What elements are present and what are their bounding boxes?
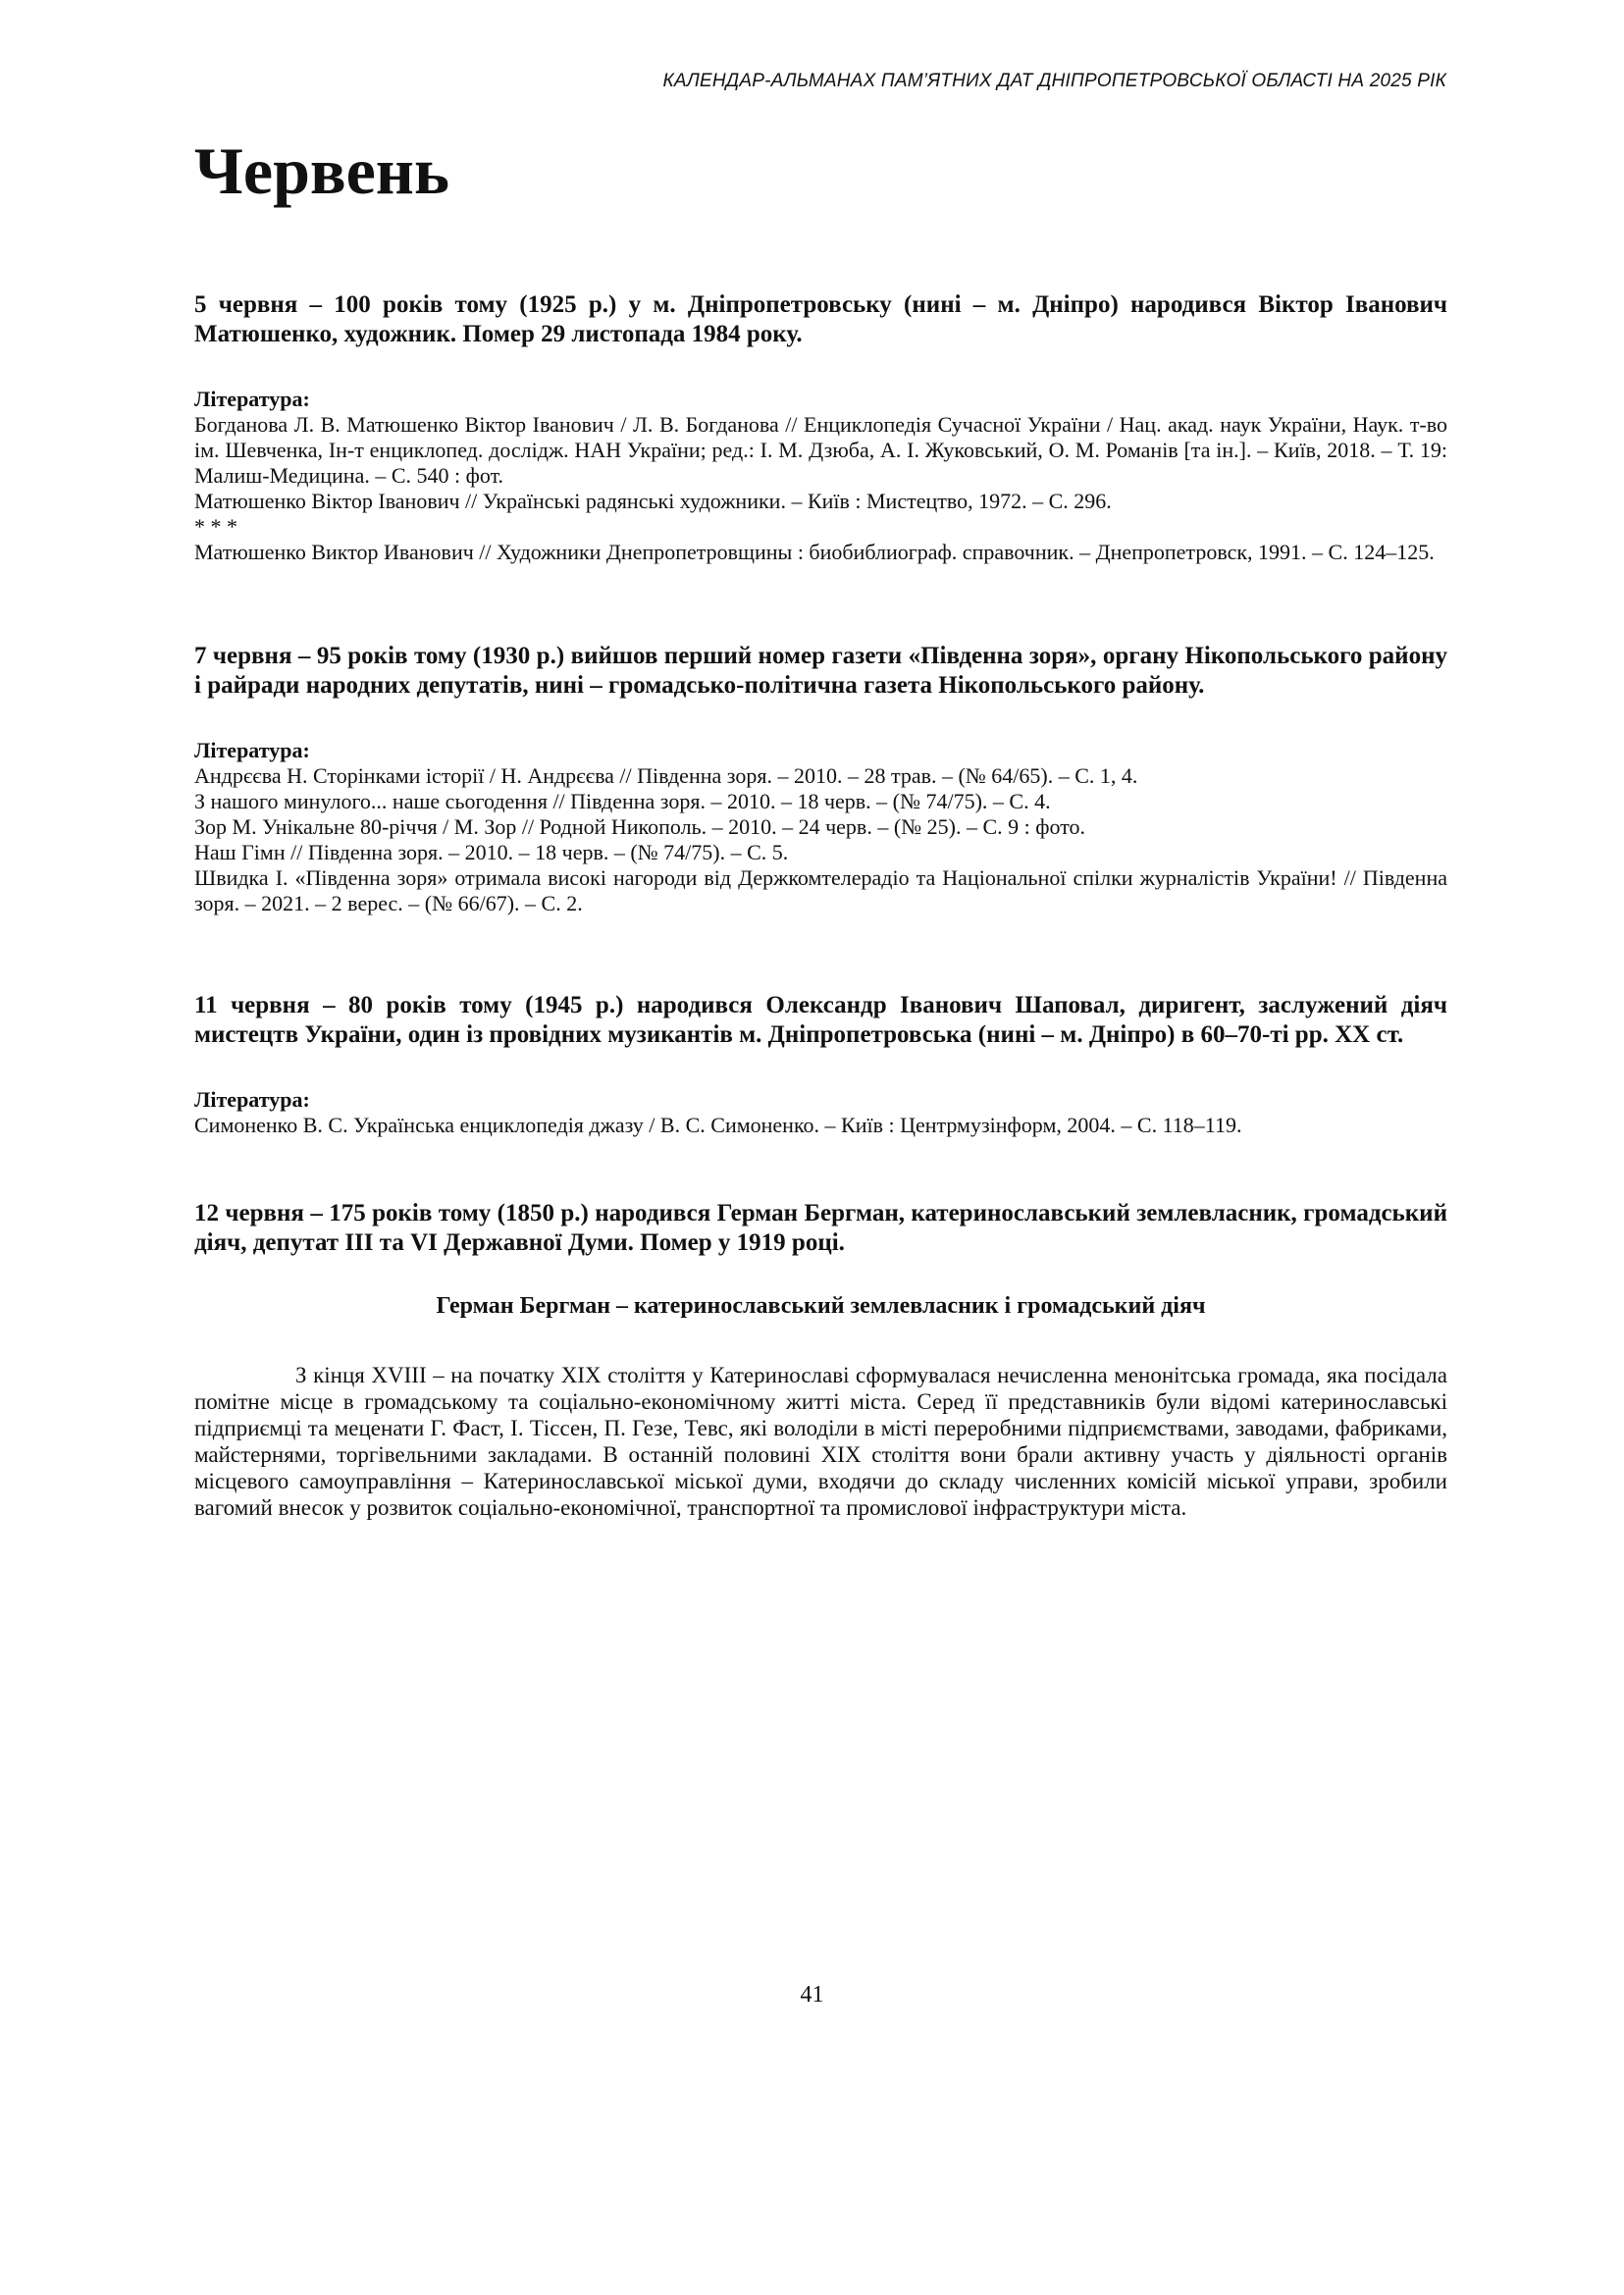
article-paragraph: З кінця XVIII – на початку ХІХ століття у Катеринославі сформувалася нечисленна менонітська громада, яка посідала помітне місце в громадському та соціально-економічному житті міста. Серед її представників були відомі катеринославські підприємці та меценати Г. Фаст, І. Тіссен, П. Гезе, Тевс, які володіли в місті переробними підприємствами, заводами, фабриками, майстернями, торгівельними закладами. В останній половині ХІХ століття вони брали активну участь у діяльності органів місцевого самоуправління – Катеринославської міської думи, входячи до складу численних комісій міської управи, зробили вагомий внесок у розвиток соціально-економічної, транспортної та промислової інфраструктури міста. (194, 1363, 1447, 1520)
running-header: КАЛЕНДАР-АЛЬМАНАХ ПАМ’ЯТНИХ ДАТ ДНІПРОПЕТРОВСЬКОЇ ОБЛАСТІ НА 2025 РІК (662, 71, 1446, 91)
literature-block (194, 738, 1447, 916)
entry-june-7 (194, 642, 1447, 916)
entry-june-5 (194, 290, 1447, 565)
entry-june-12 (194, 1199, 1447, 1521)
literature-label: Література: (194, 387, 310, 411)
literature-item: Зор М. Унікальне 80-річчя / М. Зор // Родной Никополь. – 2010. – 24 черв. – (№ 25). – С. 9 : фото. (194, 814, 1086, 839)
literature-label: Література: (194, 738, 310, 762)
month-title: Червень (194, 133, 449, 208)
entry-heading: 12 червня – 175 років тому (1850 р.) народився Герман Бергман, катеринославський землевласник, громадський діяч, депутат ІІІ та VI Державної Думи. Помер у 1919 році. (194, 1200, 1447, 1256)
literature-label: Література: (194, 1087, 310, 1112)
literature-item: Матюшенко Віктор Іванович // Українські радянські художники. – Київ : Мистецтво, 1972. – С. 296. (194, 489, 1112, 513)
literature-block (194, 387, 1447, 565)
literature-item: Матюшенко Виктор Иванович // Художники Днепропетровщины : биобиблиограф. справочник. – Днепропетровск, 1991. – С. 124–125. (194, 540, 1435, 564)
entry-june-11 (194, 991, 1447, 1138)
literature-item: Симоненко В. С. Українська енциклопедія джазу / В. С. Симоненко. – Київ : Центрмузінформ, 2004. – С. 118–119. (194, 1113, 1242, 1137)
page-number: 41 (800, 1982, 824, 2008)
literature-item: Швидка І. «Південна зоря» отримала високі нагороди від Держкомтелерадіо та Національної спілки журналістів України! // Південна зоря. – 2021. – 2 верес. – (№ 66/67). – С. 2. (194, 865, 1447, 915)
literature-item: Наш Гімн // Південна зоря. – 2010. – 18 черв. – (№ 74/75). – С. 5. (194, 840, 789, 864)
article-subheading: Герман Бергман – катеринославський землевласник і громадський діяч (436, 1293, 1206, 1319)
literature-block (194, 1087, 1447, 1138)
entry-heading: 5 червня – 100 років тому (1925 р.) у м. Дніпропетровську (нині – м. Дніпро) народився Віктор Іванович Матюшенко, художник. Помер 29 листопада 1984 року. (194, 291, 1447, 347)
content (194, 290, 1447, 1590)
literature-item: Андрєєва Н. Сторінками історії / Н. Андрєєва // Південна зоря. – 2010. – 28 трав. – (№ 64/65). – С. 1, 4. (194, 763, 1138, 788)
literature-item: Богданова Л. В. Матюшенко Віктор Іванович / Л. В. Богданова // Енциклопедія Сучасної України / Нац. акад. наук України, Наук. т-во ім. Шевченка, Ін-т енциклопед. дослідж. НАН України; ред.: І. М. Дзюба, А. І. Жуковський, О. М. Романів [та ін.]. – Київ, 2018. – Т. 19: Малиш-Медицина. – С. 540 : фот. (194, 412, 1447, 488)
literature-separator: * * * (194, 514, 237, 539)
entry-heading: 11 червня – 80 років тому (1945 р.) народився Олександр Іванович Шаповал, диригент, заслужений діяч мистецтв України, один із провідних музикантів м. Дніпропетровська (нині – м. Дніпро) в 60–70-ті рр. ХХ ст. (194, 992, 1447, 1048)
entry-heading: 7 червня – 95 років тому (1930 р.) вийшов перший номер газети «Південна зоря», органу Нікопольського району і райради народних депутатів, нині – громадсько-політична газета Нікопольського району. (194, 643, 1447, 699)
literature-item: З нашого минулого... наше сьогодення // Південна зоря. – 2010. – 18 черв. – (№ 74/75). – С. 4. (194, 789, 1051, 813)
